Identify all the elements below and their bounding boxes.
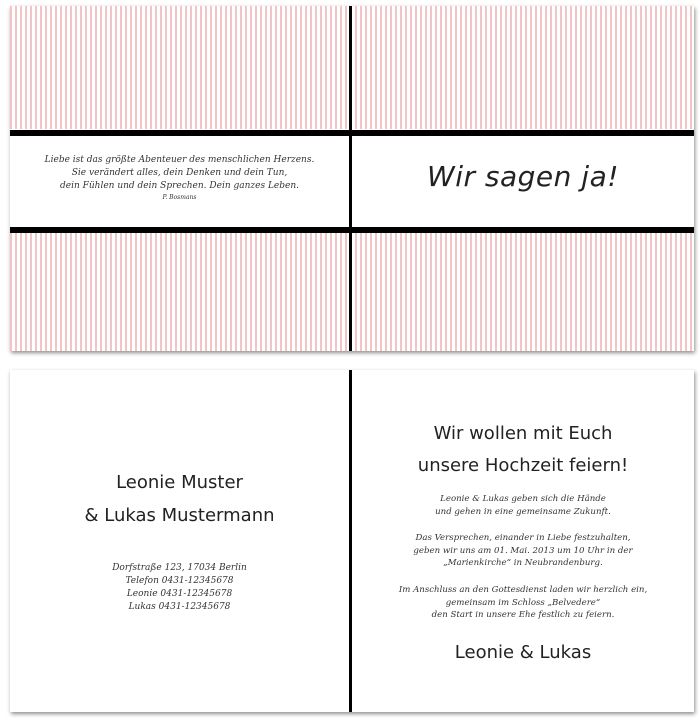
paragraph-line: „Marienkirche“ in Neubrandenburg.: [443, 558, 603, 568]
invitation-paragraph-2: [352, 532, 694, 570]
quote-author: P. Bosmans: [162, 194, 197, 201]
invitation-paragraph-1: [352, 493, 694, 518]
fold-line-front: [349, 6, 352, 351]
stripe-pattern-bottom: [10, 233, 694, 351]
quote-line: Liebe ist das größte Abenteuer des menschlichen Herzens.: [44, 155, 315, 165]
card-inside: [10, 370, 694, 712]
paragraph-line: Im Anschluss an den Gottesdienst laden wir herzlich ein,: [398, 585, 648, 595]
bride-name: Leonie Muster: [116, 472, 243, 493]
phone-line: Leonie 0431-12345678: [126, 589, 233, 599]
invitation-headline: [352, 418, 694, 482]
front-headline: Wir sagen ja!: [427, 160, 619, 193]
invitation-paragraph-3: [352, 584, 694, 622]
love-quote: [10, 154, 349, 202]
quote-line: Sie verändert alles, dein Denken und dein Tun,: [71, 168, 288, 178]
paragraph-line: Leonie & Lukas geben sich die Hände: [440, 494, 606, 504]
headline-line: unsere Hochzeit feiern!: [417, 455, 629, 476]
groom-name: & Lukas Mustermann: [84, 505, 275, 526]
paragraph-line: gemeinsam im Schloss „Belvedere“: [445, 597, 601, 608]
quote-line: dein Fühlen und dein Sprechen. Dein ganzes Leben.: [60, 181, 299, 191]
paragraph-line: den Start in unsere Ehe festlich zu feiern.: [431, 610, 615, 620]
card-front: [10, 6, 694, 351]
contact-address: [10, 562, 349, 614]
phone-line: Lukas 0431-12345678: [128, 602, 231, 612]
phone-line: Telefon 0431-12345678: [125, 576, 234, 586]
paragraph-line: und gehen in eine gemeinsame Zukunft.: [435, 506, 611, 517]
paragraph-line: Das Versprechen, einander in Liebe festzuhalten,: [415, 533, 631, 543]
invitation-signature: Leonie & Lukas: [454, 642, 592, 663]
couple-names: [10, 466, 349, 532]
headline-line: Wir wollen mit Euch: [433, 423, 613, 444]
address-line: Dorfstraße 123, 17034 Berlin: [112, 563, 247, 573]
paragraph-line: geben wir uns am 01. Mai. 2013 um 10 Uhr in der: [413, 545, 633, 556]
stripe-pattern-top: [10, 6, 694, 129]
